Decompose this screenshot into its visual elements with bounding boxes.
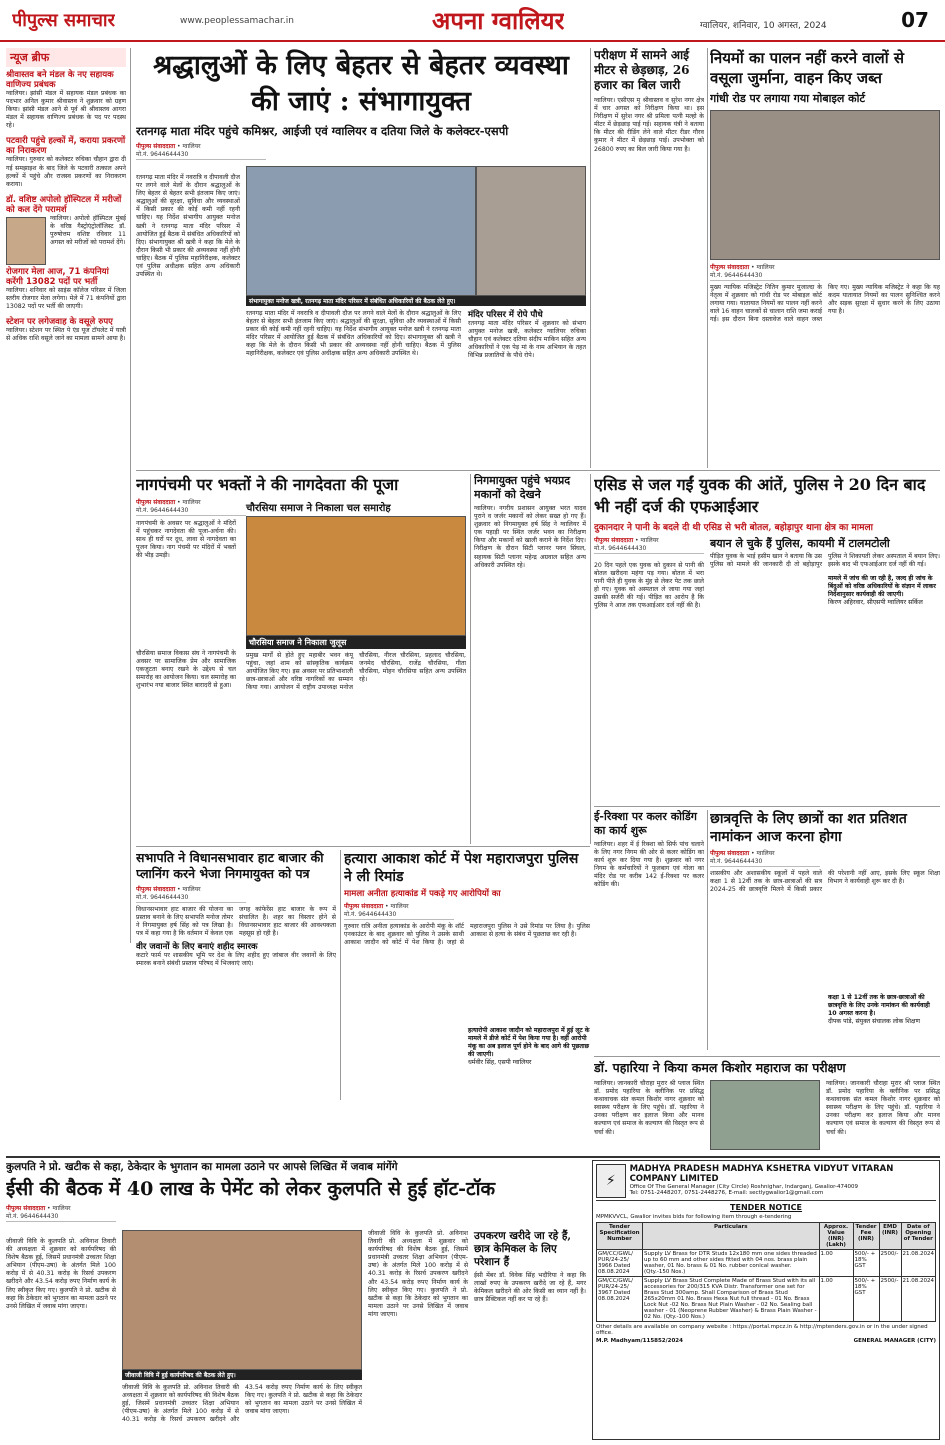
brief-head-4: रोजगार मेला आज, 71 कंपनियां करेंगी 13082 पदों पर भर्ती — [6, 266, 109, 287]
divider — [707, 48, 708, 468]
lead-caption: संभागायुक्त मनोज खत्री, रतनगढ़ माता मंदिर परिसर में संबंधित अधिकारियों की बैठक लेते हुए। — [246, 296, 586, 306]
brief-head-2: पटवारी पहुंचे हल्कों में, कराया प्रकरणों का निराकरण — [6, 136, 126, 157]
jiwaji-caption: जीवाजी विवि में हुई कार्यपरिषद की बैठक लेते हुए। — [122, 1370, 362, 1380]
divider — [136, 470, 940, 471]
table-row — [597, 1277, 936, 1322]
lead-body-cont: रतनगढ़ माता मंदिर में नवरात्रि व दीपावली दौज पर लगने वाले मेलों के दौरान श्रद्धालुओं के लिए बेहतर से बेहतर सभी इंतजाम किए जाएं। श्रद्धालुओं की सुरक्षा, सुविधा और व्यवस्थाओं में किसी प्रकार की कोई कमी नहीं रहनी चाहिए। यह निर्देश संभागीय आयुक्त मनोज खत्री ने रतनगढ़ माता मंदिर परिसर में आयोजित हुई बैठक में संबंधित अधिकारियों को दिए। संभागायुक्त श्री खत्री ने कहा कि मेले के दौरान किसी भी प्रकार की अव्यवस्था नहीं होनी चाहिए। बैठक में पुलिस महानिरीक्षक, कलेक्टर एवं पुलिस अधीक्षक सहित अन्य अधिकारी उपस्थित थे। — [246, 310, 461, 358]
pullquote-text: हत्यारोपी आकाश जादौन को महाराजपुरा में हुई लूट के मामले में डीजे कोर्ट में पेश किया गया है। वहीं आरोपी मंकू का अब इलाज पूर्ण होने के बाद आगे की पूछताछ की जाएगी। — [468, 1027, 590, 1058]
lead-side-head: मंदिर परिसर में रोपे पौधे — [468, 310, 543, 320]
pahariya-body: ग्वालियर। जानकारी चौराहा मुरार श्री प्लाज स्थित डॉ. प्रमोद पहारिया के क्लीनिक पर प्रसिद्ध कथावाचक संत कमल किशोर नागर शुक्रवार को स्वास्थ्य परीक्षण के लिए पहुंचे। डॉ. पहारिया ने उनका परीक्षण कर इलाज किया और मानव कल्याण एवं समाज के कल्याण की विस्तृत रूप से चर्चा की। — [594, 1080, 704, 1136]
doctor-photo — [6, 217, 46, 265]
th-emd: EMD (INR) — [879, 1223, 901, 1250]
jiwaji-photo — [122, 1230, 362, 1370]
acid-box — [710, 536, 940, 607]
divider — [590, 474, 591, 844]
table-row — [597, 1250, 936, 1277]
company-name: MADHYA PRADESH MADHYA KSHETRA VIDYUT VITARAN COMPANY LIMITED — [629, 1164, 894, 1184]
pahariya-body-cont: ग्वालियर। जानकारी चौराहा मुरार श्री प्लाज स्थित डॉ. प्रमोद पहारिया के क्लीनिक पर प्रसिद्ध कथावाचक संत कमल किशोर नागर शुक्रवार को स्वास्थ्य परीक्षण के लिए पहुंचे। डॉ. पहारिया ने उनका परीक्षण कर इलाज किया और मानव कल्याण एवं समाज के कल्याण की विस्तृत रूप से चर्चा की। — [826, 1080, 940, 1136]
tender-footer[interactable]: Other details are available on company website : https://portal.mpcz.in & http://mptenders.gov.in or in the under signed office. — [596, 1324, 928, 1336]
cell: 500/- + 18% GST — [853, 1277, 879, 1322]
th-particulars: Particulars — [643, 1223, 820, 1250]
brief-item — [6, 136, 126, 188]
th-opening: Date of Opening of Tender — [901, 1223, 936, 1250]
meter-headline[interactable]: परीक्षण में सामने आई मीटर से छेड़छाड़, 26 हजार का बिल जारी — [594, 48, 690, 92]
nagpanchami-story — [136, 474, 466, 844]
brief-body-5: ग्वालियर। स्टेशन पर स्थित पे एंड यूज टॉयलेट में यात्री से अधिक राशि वसूले जाने का मामला सामने आया है। — [6, 327, 126, 343]
haat-body: विधानसभावार हाट बाजार की योजना का प्रस्ताव बनाने के लिए सभापति मनोज तोमर ने निगमायुक्त हर्ष सिंह को पत्र लिखा है। पत्र में कहा गया है कि वर्तमान में केवल एक जगह कांफेरेंस हाट बाजार के रूप में संचालित है। शहर का विस्तार होने से विधानसभावार हाट बाजार की आवश्यकता महसूस हो रही है। — [136, 906, 336, 938]
haat-sub-body: कटारे फार्म पर शासकीय भूमि पर देश के लिए शहीद हुए जांबाज वीर जवानों के लिए स्मारक बनाने संबंधी प्रस्ताव परिषद में भिजवाएं जाएं। — [136, 952, 336, 968]
tender-sign: GENERAL MANAGER (CITY) — [853, 1338, 936, 1344]
brief-head-1: श्रीवास्तव बने मंडल के नए सहायक वाणिज्य प्रबंधक — [6, 70, 114, 90]
divider — [707, 810, 708, 1050]
fine-photo — [710, 110, 940, 260]
murder-headline[interactable]: हत्यारा आकाश कोर्ट में पेश महाराजपुरा पुलिस ने ली रिमांड — [344, 851, 579, 885]
erickshaw-headline[interactable]: ई-रिक्शा पर कलर कोडिंग का कार्य शुरू — [594, 810, 697, 837]
haat-byline: पीपुल्स संवाददाता • ग्वालियर मो.नं. 9644644430 — [136, 885, 246, 903]
fine-body: मुख्य न्यायिक मजिस्ट्रेट नितिन कुमार मुजाल्दा के नेतृत्व में शुक्रवार को गांधी रोड पर मोबाइल कोर्ट लगाया गया। यातायात नियमों का पालन नहीं करने वाले 16 वाहन चालकों से चालान राशि जमा कराई गई। इस दौरान बिना दस्तावेज वाले वाहन जब्त किए गए। मुख्य न्यायिक मजिस्ट्रेट ने कहा कि यह कदम यातायात नियमों का पालन सुनिश्चित करने और सड़क सुरक्षा में सुधार करने के लिए उठाया गया है। — [710, 284, 940, 324]
masthead-logo[interactable]: पीपुल्स समाचार — [12, 10, 115, 31]
tender-notice — [592, 1160, 940, 1440]
jiwaji-side-head: उपकरण खरीदे जा रहे हैं, छात्र केमिकल के लिए परेशान हैं — [474, 1230, 572, 1268]
cell: 21.08.2024 — [901, 1277, 936, 1322]
lead-side — [468, 310, 586, 360]
jiwaji-byline: पीपुल्स संवाददाता • ग्वालियर मो.नं. 9644644430 — [6, 1204, 116, 1222]
erickshaw-story — [594, 810, 704, 1055]
meter-story — [594, 48, 704, 468]
jiwaji-story — [6, 1160, 586, 1440]
divider — [136, 846, 590, 847]
fine-byline: पीपुल्स संवाददाता • ग्वालियर मो.नं. 9644644430 — [710, 263, 820, 281]
quote-by: किरण अहिरवार, सीएसपी ग्वालियर सर्किल — [828, 599, 923, 607]
fine-story — [710, 48, 940, 468]
section-title: अपना ग्वालियर — [432, 6, 565, 35]
scholarship-body: शासकीय और अशासकीय स्कूलों में पहले वाले कक्षा 1 से 12वीं तक के छात्र-छात्राओं की सत्र 2024-25 की छात्रवृत्ति मिलने में किसी प्रकार की परेशानी नहीं आए, इसके लिए स्कूल शिक्षा विभाग ने कार्यवाही शुरू कर दी है। — [710, 870, 940, 894]
dateline: ग्वालियर, शनिवार, 10 अगस्त, 2024 — [700, 21, 827, 31]
erickshaw-body: ग्वालियर। शहर में ई रिक्शा को सिर्फ पांच चलाने के लिए नगर निगम की ओर से कलर कोडिंग का कार्य शुरू कर दिया गया है। शुक्रवार को नगर निगम के कर्मचारियों ने फूलबाग एवं गोला का मंदिर रोड पर करीब 142 ई-रिक्शा पर कलर कोडिंग की। — [594, 841, 704, 889]
quote-text: मामले में जांच की जा रही है, जल्द ही जांच के बिंदुओं को वरिष्ठ अधिकारियों के संज्ञान में लाकर निर्देशानुसार कार्यवाही की जाएगी। — [828, 575, 936, 599]
cell: 500/- + 18% GST — [853, 1250, 879, 1277]
cell: 2500/- — [879, 1250, 901, 1277]
municipal-story — [474, 474, 586, 804]
chaurasia-photo — [246, 516, 466, 636]
chaurasia-head: चौरसिया समाज ने निकाला चल समारोह — [246, 503, 391, 514]
lead-body: रतनगढ़ माता मंदिर में नवरात्रि व दीपावली दौज पर लगने वाले मेलों के दौरान श्रद्धालुओं के लिए बेहतर से बेहतर सभी इंतजाम किए जाएं। श्रद्धालुओं की सुरक्षा, सुविधा और व्यवस्थाओं में किसी प्रकार की कोई कमी नहीं रहनी चाहिए। यह निर्देश संभागीय आयुक्त मनोज खत्री ने रतनगढ़ माता मंदिर परिसर में आयोजित हुई बैठक में संबंधित अधिकारियों को दिए। संभागायुक्त श्री खत्री ने कहा कि मेले के दौरान किसी भी प्रकार की अव्यवस्था नहीं होनी चाहिए। बैठक में पुलिस महानिरीक्षक, कलेक्टर एवं पुलिस अधीक्षक सहित अन्य अधिकारी उपस्थित थे। — [136, 174, 240, 279]
lead-side-body: रतनगढ़ माता मंदिर परिसर में शुक्रवार को संभाग आयुक्त मनोज खत्री, कलेक्टर ग्वालियर रुचिका चौहान एवं कलेक्टर दतिया संदीप माकिन सहित अन्य अधिकारियों ने एक पेड़ मां के नाम अभियान के तहत विभिन्न प्रजातियों के पौधे रोपे। — [468, 320, 586, 360]
jiwaji-body: जीवाजी विवि के कुलपति प्रो. अविनाश तिवारी की अध्यक्षता में शुक्रवार को कार्यपरिषद की विशेष बैठक हुई, जिसमें प्रधानमंत्री उच्चतर शिक्षा अभियान (पीएम-उषा) के अंतर्गत मिले 100 करोड़ में से 40.31 करोड़ के रिसर्च उपकरण खरीदने और 43.54 करोड़ रुपए निर्माण कार्य के लिए स्वीकृत किए गए। कुलपति ने प्रो. खटीक से कहा कि ठेकेदार को भुगतान का मामला उठाने पर उनसे लिखित में जवाब मांगा जाएगा। — [6, 1238, 116, 1310]
acid-body: 20 दिन पहले एक युवक को दुकान से पानी की बोतल खरीदना महंगा पड़ गया। बोतल में भरा पानी पीते ही युवक के मुंह से लेकर पेट तक छाले हो गए। युवक को अस्पताल ले जाया गया जहां उसकी सर्जरी की गई। पीड़ित का आरोप है कि पुलिस ने आज तक एफआईआर दर्ज नहीं की है। — [594, 562, 704, 610]
divider — [130, 48, 131, 943]
municipal-body: ग्वालियर। नगरीय प्रशासन आयुक्त भरत यादव पुराने व जर्जर मकानों को लेकर सख्त हो गए हैं। शुक्रवार को निगमायुक्त हर्ष सिंह ने ग्वालियर में एक पहाड़ी पर स्थित जर्जर भवन का निरीक्षण किया और मकानों को खाली कराने के निर्देश दिए। निरीक्षण के दौरान सिटी प्लानर पवन सिंघल, सहायक सिटी प्लानर महेन्द्र अग्रवाल सहित अन्य अधिकारी उपस्थित रहे। — [474, 505, 586, 569]
lead-photo-2 — [476, 166, 586, 296]
murder-pullquote — [468, 1027, 590, 1067]
th-fee: Tender Fee (INR) — [853, 1223, 879, 1250]
nagpanchami-body: नागपंचमी के अवसर पर श्रद्धालुओं ने मंदिरों में पहुंचकर नागदेवता की पूजा-अर्चना की। साथ ही घरों पर दूध, लावा से नागदेवता का पूजन किया। नाग पंचमी पर मंदिरों में भक्तों की भीड़ उमड़ी। — [136, 520, 236, 560]
divider — [594, 806, 940, 807]
acid-subhead: दुकानदार ने पानी के बदले दी थी एसिड से भरी बोतल, बहोड़ापुर थाना क्षेत्र का मामला — [594, 523, 873, 533]
acid-box-head: बयान ले चुके हैं पुलिस, कायमी में टालमटोली — [710, 537, 890, 550]
brief-item — [6, 70, 126, 130]
acid-box-body: पीड़ित युवक के भाई हसीम खान ने बताया कि उस पुलिस को मामले की जानकारी दी तो बहोड़ापुर पुलिस ने शिकायती लेकर अस्पताल में बयान लिए। इसके बाद भी एफआईआर दर्ज नहीं की गई। — [710, 553, 940, 569]
haat-story — [136, 850, 336, 1100]
fine-headline[interactable]: नियमों का पालन नहीं करने वालों से वसूला जुर्माना, वाहन किए जब्त — [710, 49, 904, 87]
fine-subhead: गांधी रोड पर लगाया गया मोबाइल कोर्ट — [710, 92, 866, 105]
murder-story — [344, 850, 590, 1100]
scholarship-note — [828, 994, 940, 1026]
acid-story — [594, 474, 940, 804]
murder-subhead: मामला अनीता हत्याकांड में पकड़े गए आरोपियों का — [344, 889, 501, 899]
th-spec: Tender Specification Number — [597, 1223, 643, 1250]
nagpanchami-byline: पीपुल्स संवाददाता • ग्वालियर मो.नं. 9644644430 — [136, 498, 246, 516]
chaurasia-names: प्रमुख मार्गों से होते हुए महाबीर भवन कंपू पहुंचा, जहां शाम को सांस्कृतिक कार्यक्रम आयोजित किए गए। इस अवसर पर प्रतिभाशाली छात्र-छात्राओं और वरिष्ठ नागरिकों का सम्मान किया गया। आयोजन में राष्ट्रीय उपाध्यक्ष मनोज चौरसिया, नीरज चौरसिया, प्रहलाद चौरसिया, जनमेद चौरसिया, राजेंद्र चौरसिया, गीता चौरसिया, मोहन चौरसिया सहित अन्य उपस्थित रहे। — [246, 652, 466, 692]
site-url[interactable]: www.peoplessamachar.in — [180, 16, 294, 26]
tender-ref: M.P. Madhyam/115852/2024 — [596, 1338, 683, 1344]
scholarship-headline[interactable]: छात्रवृत्ति के लिए छात्रों का शत प्रतिशत नामांकन आज करना होगा — [710, 811, 907, 845]
cell: GM/CC/GWL/ PUR/24-25/ 3966 Dated 08.08.2024 — [597, 1250, 643, 1277]
brief-head-5: स्टेशन पर लगेजवाह के वसूले रुपए — [6, 317, 113, 328]
pahariya-photo — [710, 1080, 820, 1150]
acid-byline: पीपुल्स संवाददाता • ग्वालियर मो.नं. 9644644430 — [594, 536, 704, 554]
company-office: Office Of The General Manager (City Circle) Roshnighar, Indarganj, Gwalior-474009 — [629, 1184, 859, 1190]
page-number: 07 — [901, 8, 929, 32]
scholarship-story — [710, 810, 940, 1055]
brief-body-4: ग्वालियर। शनिवार को साइंस कॉलेज परिसर में जिला स्तरीय रोजगार मेला लगेगा। मेले में 71 कंपनियों द्वारा 13082 पदों पर भर्ती की जाएगी। — [6, 286, 126, 311]
brief-item — [6, 195, 126, 247]
pullquote-by: धर्मवीर सिंह, एसपी ग्वालियर — [468, 1059, 532, 1066]
acid-quote — [828, 575, 940, 607]
chaurasia-caption: चौरसिया समाज ने निकाला जुलूस — [246, 636, 466, 649]
meter-body: ग्वालियर। एसीएस मृ श्रीवास्तव व सुरेश नगर क्षेत्र में चार अगस्त को निरीक्षण किया था। इस निरीक्षण में सुरेश नगर श्री प्रमिला पत्नी मल्हो के मीटर में छेड़छाड़ पाई गई। सहायक यंत्री ने बताया कि मीटर की रीडिंग लेने वाले मीटर रीडर गौरव कुमार ने मीटर में छेड़छाड़ पाई। उपभोक्ता को 26800 रुपए का बिल जारी किया गया है। — [594, 97, 704, 153]
jiwaji-headline[interactable]: ईसी की बैठक में 40 लाख के पेमेंट को लेकर कुलपति से हुई हॉट-टॉक — [6, 1178, 496, 1200]
brief-item — [6, 267, 126, 311]
brief-body-2: ग्वालियर। गुरुवार को कलेक्टर रुचिका चौहान द्वारा दी गई समझाइश के बाद जिले के पटवारी तत्काल अपने हल्कों में पहुंचे और राजस्व प्रकरणों का निराकरण कराया। — [6, 156, 126, 188]
brief-head-3: डॉ. वशिष्ट अपोलो हॉस्पिटल में मरीजों को कल देंगे परामर्श — [6, 194, 122, 215]
company-phone: Tel: 0751-2448207, 0751-2448276, E-mail: sectlygwalior1@gmail.com — [629, 1190, 824, 1196]
acid-headline[interactable]: एसिड से जल गईं युवक की आंतें, पुलिस ने 20 दिन बाद भी नहीं दर्ज की एफआईआर — [594, 475, 926, 516]
pahariya-story — [594, 1060, 940, 1155]
cell: 2500/- — [879, 1277, 901, 1322]
lead-story — [136, 48, 586, 448]
th-value: Approx. Value (INR) (Lakh) — [819, 1223, 853, 1250]
jiwaji-body-cont: जीवाजी विवि के कुलपति प्रो. अविनाश तिवारी की अध्यक्षता में शुक्रवार को कार्यपरिषद की विशेष बैठक हुई, जिसमें प्रधानमंत्री उच्चतर शिक्षा अभियान (पीएम-उषा) के अंतर्गत मिले 100 करोड़ में से 40.31 करोड़ के रिसर्च उपकरण खरीदने और 43.54 करोड़ रुपए निर्माण कार्य के लिए स्वीकृत किए गए। कुलपति ने प्रो. खटीक से कहा कि ठेकेदार को भुगतान का मामला उठाने पर उनसे लिखित में जवाब मांगा जाएगा। — [122, 1384, 362, 1424]
brief-item — [6, 317, 126, 343]
cell: Supply LV Brass for DTR Studs 12x180 mm one sides threaded up to 60 mm and other sides fitted with 04 nos. brass plain washer, 01 No. brass & 01 No. rubber conical washer. (Qty.-150 Nos.) — [643, 1250, 820, 1277]
tender-table — [596, 1222, 936, 1322]
divider — [594, 1056, 940, 1057]
haat-headline[interactable]: सभापति ने विधानसभावार हाट बाजार की प्लानिंग करने भेजा निगमायुक्त को पत्र — [136, 850, 324, 881]
brief-body-1: ग्वालियर। झांसी मंडल में सहायक मंडल प्रबंधक का पदभार अनिल कुमार श्रीवास्तव ने शुक्रवार को ग्रहण किया। झांसी मंडल आने से पूर्व श्री श्रीवास्तव आगरा मंडल में सहायक वाणिज्य प्रबंधक के पद पर पदस्थ रहे। — [6, 90, 126, 130]
divider — [6, 1156, 940, 1158]
divider — [470, 474, 471, 844]
jiwaji-side — [474, 1230, 586, 1304]
municipal-headline[interactable]: निगमायुक्त पहुंचे भयप्रद मकानों को देखने — [474, 474, 571, 501]
newsbrief-title: न्यूज ब्रीफ — [6, 48, 126, 67]
haat-sub-head: वीर जवानों के लिए बनाएं शहीद स्मारक — [136, 942, 258, 953]
note-text: कक्षा 1 से 12वीं तक के छात्र-छात्राओं की छात्रवृत्ति के लिए उनके नामांकन की कार्यवाही 10 अगस्त करना है। — [828, 994, 930, 1017]
tender-foot-row — [596, 1338, 936, 1344]
note-by: दीपक पांडे, संयुक्त संचालक लोक शिक्षण — [828, 1018, 920, 1025]
lead-byline: पीपुल्स संवाददाता • ग्वालियर मो.नं. 9644644430 — [136, 142, 266, 160]
cell: 1.00 — [819, 1250, 853, 1277]
cell: GM/CC/GWL/ PUR/24-25/ 3967 Dated 08.08.2024 — [597, 1277, 643, 1322]
jiwaji-body-col3: जीवाजी विवि के कुलपति प्रो. अविनाश तिवारी की अध्यक्षता में शुक्रवार को कार्यपरिषद की विशेष बैठक हुई, जिसमें प्रधानमंत्री उच्चतर शिक्षा अभियान (पीएम-उषा) के अंतर्गत मिले 100 करोड़ में से 40.31 करोड़ के रिसर्च उपकरण खरीदने और 43.54 करोड़ रुपए निर्माण कार्य के लिए स्वीकृत किए गए। कुलपति ने प्रो. खटीक से कहा कि ठेकेदार को भुगतान का मामला उठाने पर उनसे लिखित में जवाब मांगा जाएगा। — [368, 1230, 468, 1318]
brief-body-3: ग्वालियर। अपोलो हॉस्पिटल मुंबई के वरिष्ठ गैस्ट्रोएंट्रोलॉजिस्ट डॉ. पुरुषोत्तम वशिष्ट रविवार 11 अगस्त को मरीजों को परामर्श देंगे। — [50, 214, 126, 247]
lead-photo — [246, 166, 476, 296]
murder-byline: पीपुल्स संवाददाता • ग्वालियर मो.नं. 9644644430 — [344, 902, 454, 920]
cell: 21.08.2024 — [901, 1250, 936, 1277]
cell: Supply LV Brass Stud Complete Made of Brass Stud with its all accessories for 200/315 KVA Distr. Transformer one set for Brass Stud 300amp. Shall Comparison of Brass Stud 265x20mm 01 No. Brass Hexa Nut full thread - 01 No. Brass Lock Nut -02 No. Brass Nut Plain Washer - 02 No. Sealing ball washer - 01 (Neoprene Rubber Washer) & Brass Plain Washer - 02 No. (Qty.-100 Nos.) — [643, 1277, 820, 1322]
divider — [340, 850, 341, 1100]
murder-body: गुरुवार रात्रि अनीता हत्याकांड के आरोपी मंकू के शॉर्ट एनकाउंटर के बाद शुक्रवार को पुलिस ने उसके साथी आकाश जादौन को कोर्ट में पेश किया है। जहां से महाराजपुरा पुलिस ने उसे रिमांड पर लिया है। पुलिस आकाश से हत्या के संबंध में पूछताछ कर रही है। — [344, 923, 590, 947]
nagpanchami-headline[interactable]: नागपंचमी पर भक्तों ने की नागदेवता की पूजा — [136, 475, 399, 494]
cell: 1.00 — [819, 1277, 853, 1322]
tender-intro: MPMKVVCL, Gwalior invites bids for following item through e-tendering — [596, 1214, 792, 1220]
newsbrief-column — [6, 48, 126, 943]
tender-header — [596, 1164, 936, 1201]
tender-title: TENDER NOTICE — [730, 1203, 802, 1212]
divider — [590, 48, 591, 468]
scholarship-byline: पीपुल्स संवाददाता • ग्वालियर मो.नं. 9644644430 — [710, 849, 820, 867]
jiwaji-kicker: कुलपति ने प्रो. खटीक से कहा, ठेकेदार के भुगतान का मामला उठाने पर आपसे लिखित में जवाब मांगेंगे — [6, 1161, 398, 1173]
masthead — [0, 0, 945, 42]
chaurasia-body: चौरसिया समाज विकास संघ ने नागपंचमी के अवसर पर सामाजिक प्रेम और सामाजिक एकजुटता बनाए रखने के उद्देश्य से चल समारोह का आयोजन किया। चल समारोह का शुभारंभ नया बाजार स्थित बारादरी से हुआ। — [136, 650, 236, 690]
lead-headline[interactable]: श्रद्धालुओं के लिए बेहतर से बेहतर व्यवस्था की जाएं : संभागायुक्त — [153, 50, 569, 117]
company-logo-icon: ⚡ — [596, 1164, 626, 1198]
pahariya-headline[interactable]: डॉ. पहारिया ने किया कमल किशोर महाराज का परीक्षण — [594, 1060, 846, 1075]
lead-subhead: रतनगढ़ माता मंदिर पहुंचे कमिश्नर, आईजी एवं ग्वालियर व दतिया जिले के कलेक्टर-एसपी — [136, 124, 509, 138]
jiwaji-side-body: ईसी मेंबर डॉ. विवेक सिंह भदौरिया ने कहा कि लाखों रुपए के उपकरण खरीदे जा रहे हैं, मगर केमिकल खरीदने की ओर किसी का ध्यान नहीं है। छात्र प्रैक्टिकल नहीं कर पा रहे हैं। — [474, 1272, 586, 1304]
